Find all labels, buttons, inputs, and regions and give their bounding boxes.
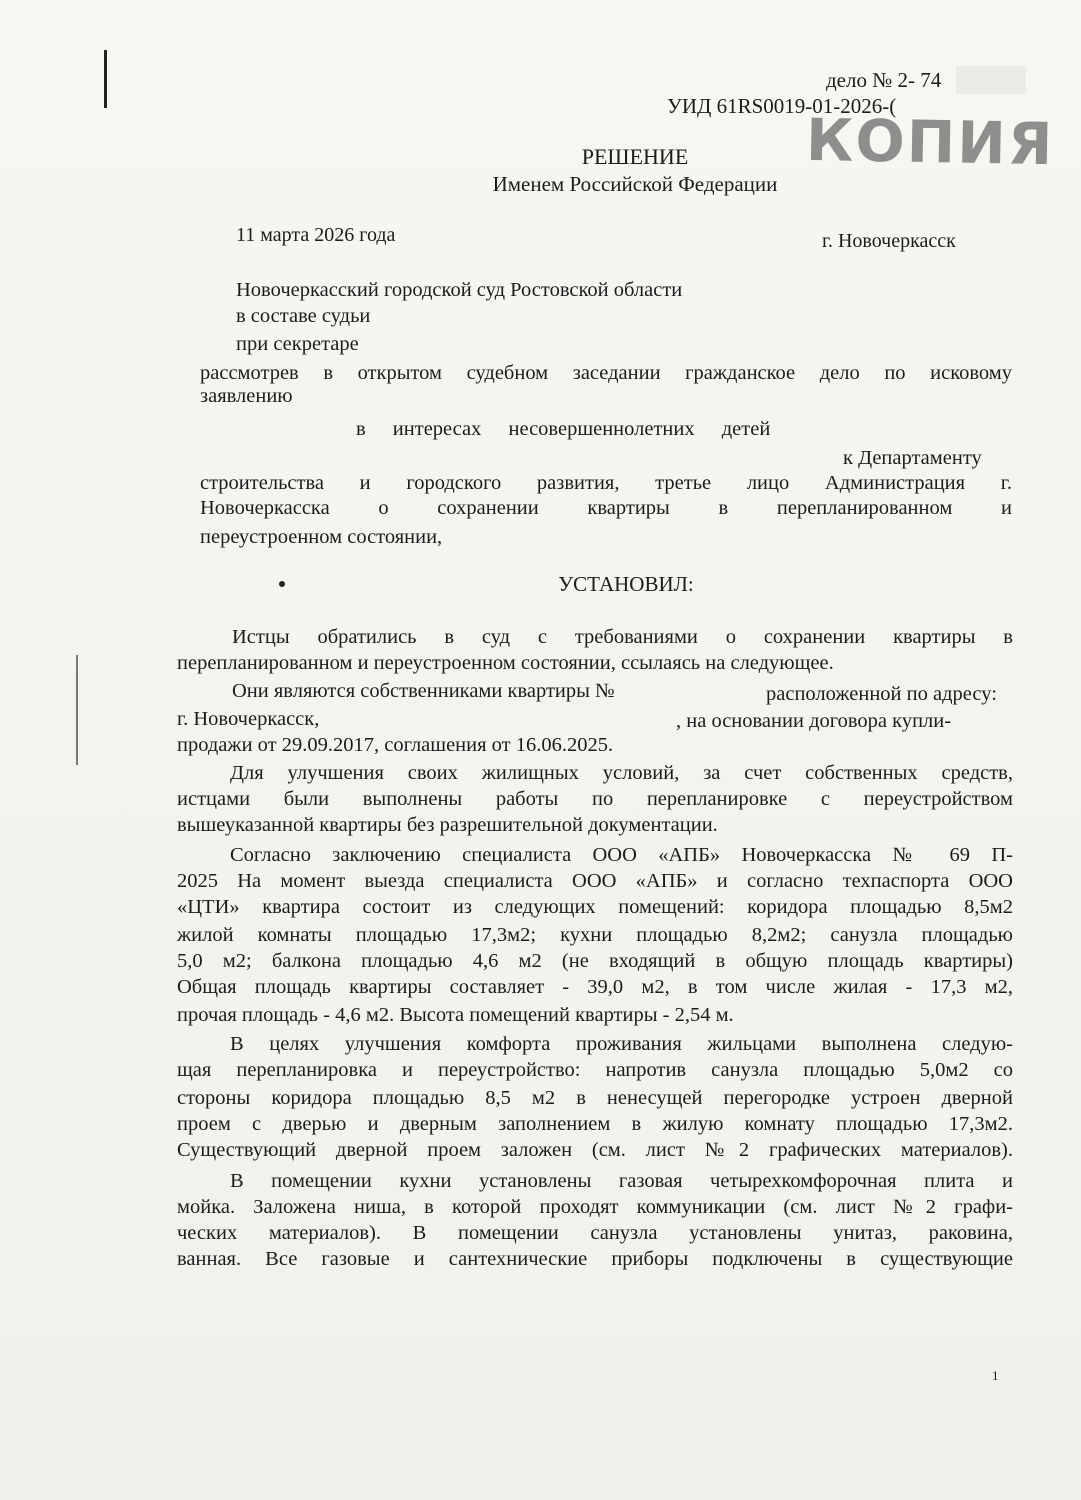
body-line: щая перепланировка и переустройство: напротив санузла площадью 5,0м2 со	[177, 1059, 1013, 1081]
scan-edge-mark	[104, 50, 107, 108]
body-line: жилой комнаты площадью 17,3м2; кухни площадью 8,2м2; санузла площадью	[177, 924, 1013, 946]
body-line: мойка. Заложена ниша, в которой проходят коммуникации (см. лист №2 графи-	[177, 1196, 1013, 1218]
body-line: Для улучшения своих жилищных условий, за счет собственных средств,	[230, 762, 1013, 784]
body-line: 2025 На момент выезда специалиста ООО «АПБ» и согласно техпаспорта ООО	[177, 870, 1013, 892]
body-line: , на основании договора купли-	[676, 710, 952, 732]
body-line: Общая площадь квартиры составляет - 39,0 м2, в том числе жилая - 17,3 м2,	[177, 976, 1013, 998]
intro-line: к Департаменту	[843, 447, 982, 469]
body-line: «ЦТИ» квартира состоит из следующих помещений: коридора площадью 8,5м2	[177, 896, 1013, 918]
intro-line: заявлению	[200, 385, 293, 407]
body-line: прочая площадь - 4,6 м2. Высота помещений квартиры - 2,54 м.	[177, 1004, 734, 1026]
page-number: 1	[992, 1368, 999, 1383]
intro-line: в интересах несовершеннолетних детей	[356, 418, 771, 440]
decision-city: г. Новочеркасск	[822, 230, 956, 252]
body-line: расположенной по адресу:	[766, 683, 997, 705]
decision-date: 11 марта 2026 года	[236, 224, 396, 246]
body-line: стороны коридора площадью 8,5 м2 в ненесущей перегородке устроен дверной	[177, 1087, 1013, 1109]
body-line: вышеуказанной квартиры без разрешительной документации.	[177, 814, 718, 836]
body-line: Истцы обратились в суд с требованиями о сохранении квартиры в	[232, 626, 1013, 648]
intro-line: рассмотрев в открытом судебном заседании гражданское дело по исковому	[200, 362, 1012, 384]
body-line: ческих материалов). В помещении санузла установлены унитаз, раковина,	[177, 1222, 1013, 1244]
scan-edge-mark	[76, 655, 78, 765]
body-line: перепланированном и переустроенном состоянии, ссылаясь на следующее.	[177, 652, 834, 674]
court-name: Новочеркасский городской суд Ростовской области	[236, 279, 683, 301]
case-number: дело № 2- 74	[826, 68, 942, 92]
intro-line: Новочеркасска о сохранении квартиры в перепланированном и	[200, 497, 1012, 519]
section-heading: УСТАНОВИЛ:	[558, 572, 694, 596]
body-line: истцами были выполнены работы по перепланировке с переустройством	[177, 788, 1013, 810]
document-title: РЕШЕНИЕ	[581, 144, 689, 169]
body-line: В целях улучшения комфорта проживания жильцами выполнена следую-	[230, 1033, 1013, 1055]
body-line: г. Новочеркасск,	[177, 708, 320, 730]
body-line: Они являются собственниками квартиры №	[232, 680, 615, 702]
redaction	[956, 66, 1026, 94]
body-line: проем с дверью и дверным заполнением в жилую комнату площадью 17,3м2.	[177, 1113, 1013, 1135]
intro-line: переустроенном состоянии,	[200, 526, 443, 548]
court-secretary-label: при секретаре	[236, 333, 359, 355]
body-line: ванная. Все газовые и сантехнические приборы подключены в существующие	[177, 1248, 1013, 1270]
copy-stamp: КОПИЯ	[805, 105, 1056, 179]
body-line: В помещении кухни установлены газовая четырехкомфорочная плита и	[230, 1170, 1013, 1192]
document-subtitle: Именем Российской Федерации	[492, 172, 778, 196]
body-line: Существующий дверной проем заложен (см. лист №2 графических материалов).	[177, 1139, 1013, 1161]
court-judge-label: в составе судьи	[236, 305, 371, 327]
intro-line: строительства и городского развития, третье лицо Администрация г.	[200, 472, 1012, 494]
body-line: продажи от 29.09.2017, соглашения от 16.06.2025.	[177, 734, 614, 756]
uid-number: УИД 61RS0019-01-2026-(	[667, 94, 897, 118]
body-line: Согласно заключению специалиста ООО «АПБ» Новочеркасска № 69 П-	[230, 844, 1013, 866]
body-line: 5,0 м2; балкона площадью 4,6 м2 (не входящий в общую площадь квартиры)	[177, 950, 1013, 972]
